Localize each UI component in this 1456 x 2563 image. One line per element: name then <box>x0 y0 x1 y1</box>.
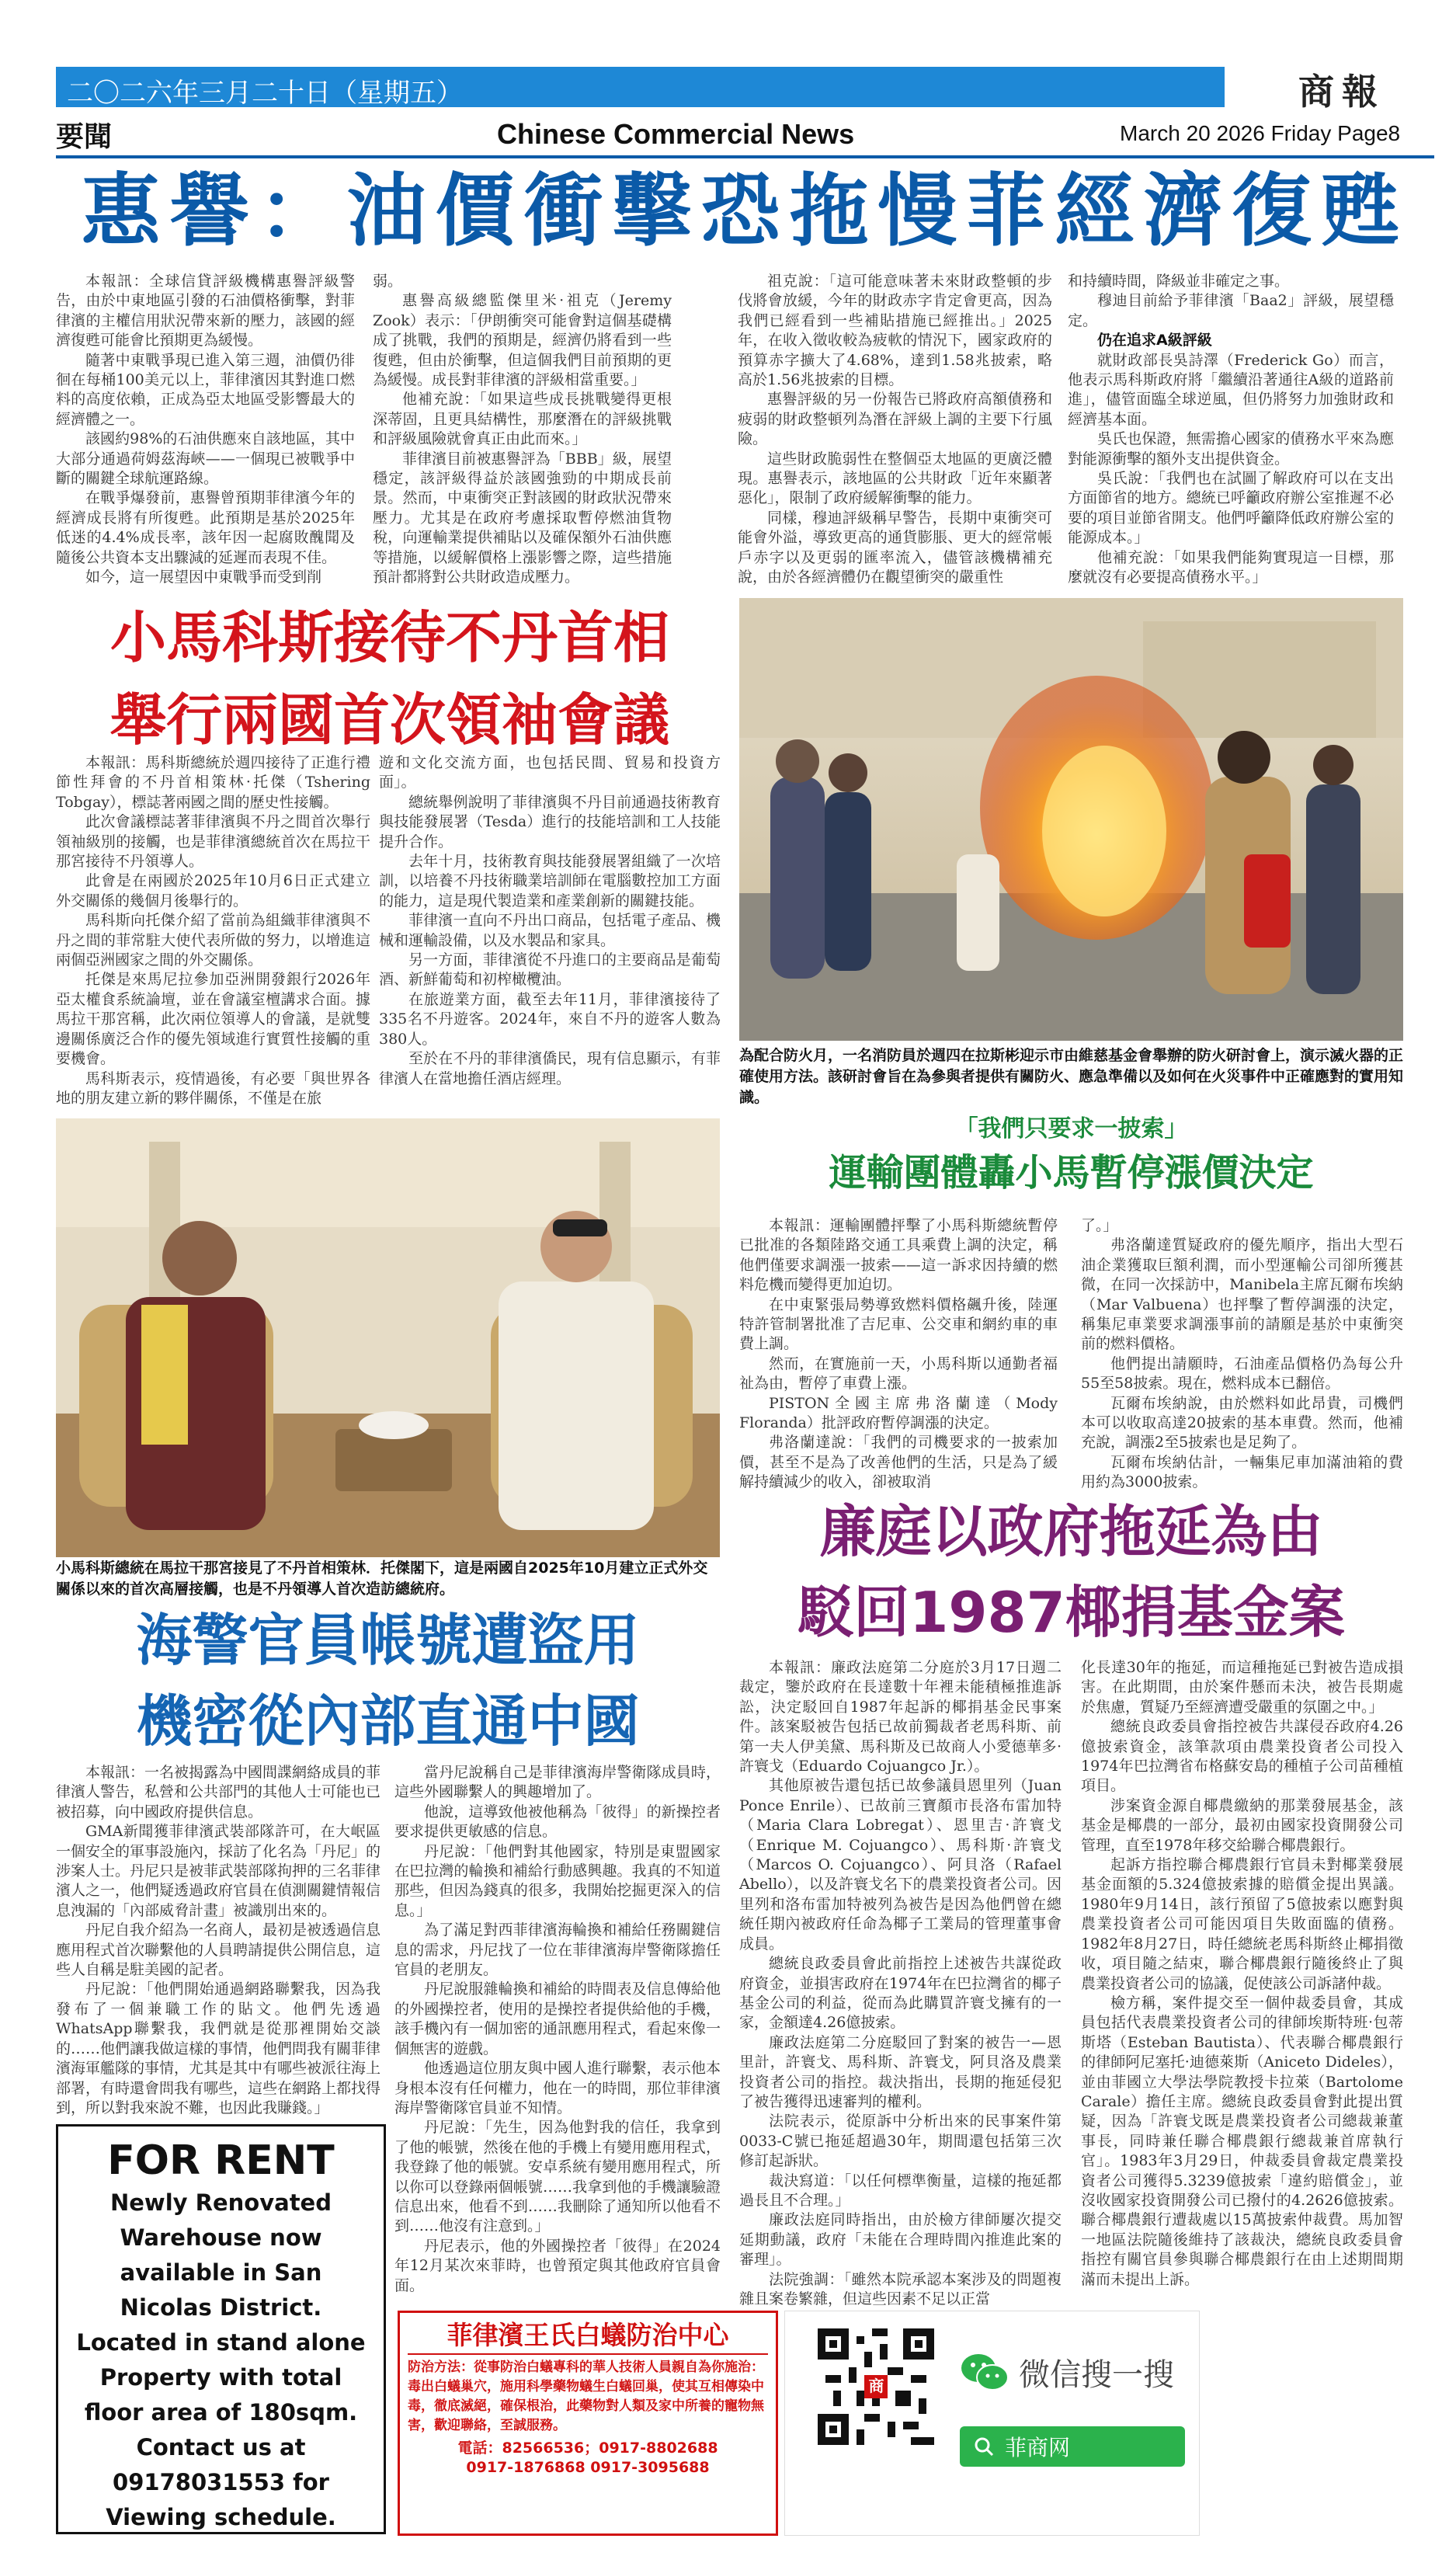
for-rent-title: FOR RENT <box>107 2137 335 2184</box>
story5-headline: 廉庭以政府拖延為由 駁回1987椰捐基金案 <box>797 1499 1345 1645</box>
masthead-logo: 商報 <box>1298 71 1385 113</box>
story1-col4: 和持續時間，降級並非確定之事。 穆迪目前給予菲律濱「Baa2」評級，展望穩定。 仍在追求A級評級 就財政部長吳詩澤（Frederick Go）而言，他表示馬科斯政府將「繼續沿著通往A級的道路前進」，儘管面臨全球逆風，但仍將努力加強財政和經濟基本面。 吳氏也保證，無需擔心國家的債務水平來為應對能源衝擊的額外支出提供資金。 吳氏說：「我們也在試圖了解政府可以在支出方面節省的地方。總統已呼籲政府辦公室推遲不必要的項目並節省開支。他們呼籲降低政府辦公室的能源成本。」 他補充說：「如果我們能夠實現這一目標，那麼就沒有必要提高債務水平。」 <box>1068 273 1394 586</box>
story4-col1: 本報訊：一名被揭露為中國間諜網絡成員的菲律濱人警告，私營和公共部門的其他人士可能也已被招募，向中國政府提供信息。 GMA新聞獲菲律濱武裝部隊許可，在大岷區一個安全的軍事設施內，採訪了化名為「丹尼」的涉案人士。丹尼只是被菲武裝部隊拘押的三名菲律濱人之一，他們疑透過政府官員在偵測關鍵情報信息洩漏的「內部威脅計畫」被識別出來的。 丹尼自我介紹為一名商人，最初是被透過信息應用程式首次聯繫他的人員聘請提供公開信息，這些人自稱是駐美國的記者。 丹尼說：「他們開始通過網路聯繫我，因為我發布了一個兼職工作的貼文。他們先透過WhatsApp聯繫我，我們就是從那裡開始交談的……他們讓我做這樣的事情，他們問我有關菲律濱海軍艦隊的事情，尤其是其中有哪些被派往海上部署，有時還會問我有哪些，這些在網路上都找得到，所以對我來說不難，也因此我賺錢。」 <box>56 1764 381 2116</box>
fire-drill-caption: 為配合防火月，一名消防員於週四在拉斯彬迎示市由維慈基金會舉辦的防火研討會上，演示滅火器的正確使用方法。該研討會旨在為參與者提供有關防火、應急準備以及如何在火災事件中正確應對的實用知識。 <box>739 1047 1404 1106</box>
qr-logo-label: 商 <box>868 2377 884 2395</box>
story1-col3: 祖克說：「這可能意味著未來財政整頓的步伐將會放緩，今年的財政赤字肯定會更高，因為我們已經看到一些補貼措施已經推出。」2025年，在收入徵收較為疲軟的情況下，國家政府的預算赤字擴大了4.68%，達到1.58兆披索，略高於1.56兆披索的目標。 惠譽評級的另一份報告已將政府高額債務和疲弱的財政整頓列為潛在評級上調的主要下行風險。 這些財政脆弱性在整個亞太地區的更廣泛體現。惠譽表示，該地區的公共財政「近年來顯著惡化」，限制了政府緩解衝擊的能力。 同樣，穆迪評級稱早警告，長期中東衝突可能會外溢，導致更高的通貨膨脹、更大的經常帳戶赤字以及更弱的匯率流入，儘管該機構補充說，由於各經濟體仍在觀望衝突的嚴重性 <box>738 273 1052 586</box>
header-rule <box>56 155 1434 158</box>
qr-code[interactable] <box>818 2328 934 2445</box>
story5-col2: 化長達30年的拖延，而這種拖延已對被告造成損害。在此期間，由於案件懸而未決，被告長期處於焦慮，質疑乃至經濟遭受嚴重的氛圍之中。」 總統良政委員會指控被告共謀侵吞政府4.26億披索資金，該筆款項由農業投資者公司投入1974年巴拉灣省布格蘇安島的種植子公司苗種植項目。 涉案資金源自椰農繳納的那業發展基金，該基金是椰農的一部分，最初由國家投資開發公司管理，直至1978年移交給聯合椰農銀行。 起訴方指控聯合椰農銀行官員未對椰業發展基金面額的5.324億披索據的賠償金提出異議。1980年9月14日，該行預留了5億披索以應對與農業投資者公司可能因項目失敗面臨的債務。1982年8月27日，時任總統老馬科斯終止椰捐徵收，項目隨之結束，聯合椰農銀行隨後終止了與農業投資者公司的協議，促使該公司訴諸仲裁。 檢方稱，案件提交至一個仲裁委員會，其成員包括代表農業投資者公司的律師埃斯特班·包蒂斯塔（Esteban Bautista）、代表聯合椰農銀行的律師阿尼塞托·迪德萊斯（Aniceto Dideles），並由菲國立大學法學院教授卡拉萊（Bartolome Carale）擔任主席。總統良政委員會對此提出質疑，因為「許寰戈既是農業投資者公司總裁兼董事長，同時兼任聯合椰農銀行總裁兼首席執行官」。1983年3月29日，仲裁委員會裁定農業投資者公司獲得5.3239億披索「違約賠償金」，並沒收國家投資開發公司已撥付的4.2626億披索。聯合椰農銀行遭裁處以15萬披索仲裁費。馬加智一地區法院隨後維持了該裁決，總統良政委員會指控有關官員參與聯合椰農銀行在由上述期間期滿而未提出上訴。 <box>1081 1659 1403 2288</box>
fire-drill-photo <box>739 598 1403 1041</box>
wechat-search-value: 菲商网 <box>1005 2435 1071 2460</box>
pest-ad-body: 防治方法：從事防治白蟻專科的華人技術人員親自為你施治：毒出白蟻巢穴，施用科學藥物蟻生白蟻回巢，使其互相傳染中毒，徹底滅絕，確保根治，此藥物對人類及家中所養的寵物無害，歡迎聯絡，至誠服務。 <box>408 2360 764 2433</box>
pest-ad-title: 菲律濱王氏白蟻防治中心 <box>408 2318 768 2355</box>
meeting-caption: 小馬科斯總統在馬拉干那宮接見了不丹首相策林．托傑閣下，這是兩國自2025年10月建立正式外交關係以來的首次高層接觸，也是不丹領導人首次造訪總統府。 <box>56 1560 708 1598</box>
fire-drill-image <box>739 598 1403 1041</box>
story1-headline: 惠譽：油價衝擊恐拖慢菲經濟復甦 <box>81 165 1409 258</box>
story2-col2: 遊和文化交流方面，也包括民間、貿易和投資方面」。 總統舉例說明了菲律濱與不丹目前通過技術教育與技能發展署（Tesda）進行的技能培訓和工人技能提升合作。 去年十月，技術教育與技能發展署組織了一次培訓，以培養不丹技術職業培訓師在電腦數控加工方面的能力，這是現代製造業和產業創新的關鍵技能。 菲律濱一直向不丹出口商品，包括電子產品、機械和運輸設備，以及水製品和家具。 另一方面，菲律濱從不丹進口的主要商品是葡萄酒、新鮮葡萄和初榨橄欖油。 在旅遊業方面，截至去年11月，菲律濱接待了335名不丹遊客。2024年，來自不丹的遊客人數為380人。 至於在不丹的菲律濱僑民，現有信息顯示，有菲律濱人在當地擔任酒店經理。 <box>379 754 721 1087</box>
search-icon <box>974 2436 994 2457</box>
pest-ad-phone-label: 電話： <box>457 2440 502 2457</box>
story2-col1: 本報訊：馬科斯總統於週四接待了正進行禮節性拜會的不丹首相策林·托傑（Tshering Tobgay），標誌著兩國之間的歷史性接觸。 此次會議標誌著菲律濱與不丹之間首次舉行領袖級別的接觸，也是菲律濱總統首次在馬拉干那宮接待不丹領導人。 此會是在兩國於2025年10月6日正式建立外交關係的幾個月後舉行的。 馬科斯向托傑介紹了當前為組織菲律濱與不丹之間的菲常駐大使代表所做的努力，以增進這兩個亞洲國家之間的外交關係。 托傑是來馬尼拉參加亞洲開發銀行2026年亞太權食系統論壇，並在會議室檀講求合面。據馬拉干那宮稱，此次兩位領導人的會議，是就雙邊關係廣泛合作的優先領域進行實質性接觸的重要機會。 馬科斯表示，疫情過後，有必要「與世界各地的朋友建立新的夥伴關係，不僅是在旅 <box>56 754 370 1107</box>
story4-col2: 當丹尼說稱自己是菲律濱海岸警衛隊成員時，這些外國聯繫人的興趣增加了。 他說，這導致他被他稱為「彼得」的新操控者要求提供更敏感的信息。 丹尼說：「他們對其他國家，特別是東盟國家在巴拉灣的輪換和補給行動感興趣。我真的不知道那些，但因為錢真的很多，我開始挖掘更深入的信息。」 為了滿足對西菲律濱海輪換和補給任務關鍵信息的需求，丹尼找了一位在菲律濱海岸警衛隊擔任官員的老朋友。 丹尼說服雜輪換和補給的時間表及信息傳給他的外國操控者，使用的是操控者提供給他的手機，該手機內有一個加密的通訊應用程式，看起來像一個無害的遊戲。 他透過這位朋友與中國人進行聯繫，表示他本身根本沒有任何權力，他在一的時間，那位菲律濱海岸警衛隊官員並不知情。 丹尼說：「先生，因為他對我的信任，我拿到了他的帳號，然後在他的手機上有變用應用程式，我登錄了他的帳號。安卓系統有變用應用程式，所以你可以登錄兩個帳號……我拿到他的手機讓驗證信息出來，他看不到……我刪除了通知所以他看不到……他沒有注意到。」 丹尼表示，他的外國操控者「彼得」在2024年12月某次來菲時，也曾預定與其他政府官員會面。 <box>394 1764 721 2294</box>
meeting-image <box>56 1118 720 1557</box>
story3-col2: 了。」 弗洛蘭達質疑政府的優先順序，指出大型石油企業獲取巨額利潤，而小型運輸公司卻所獲甚微，在同一次採訪中，Manibela主席瓦爾布埃納（Mar Valbuena）也抨擊了暫停調漲的決定，稱集尼車業要求調漲事前的請願是基於中東衝突前的燃料價格。 他們提出請願時，石油產品價格仍為每公升55至58披索。現在，燃料成本已翻倍。 瓦爾布埃納說，由於燃料如此昂貴，司機們本可以收取高達20披索的基本車費。然而，他補充說，調漲2至5披索也是足夠了。 瓦爾布埃納估計，一輛集尼車加滿油箱的費用約為3000披索。 <box>1081 1217 1403 1491</box>
header-date-en: March 20 2026 Friday Page8 <box>1120 121 1401 145</box>
for-rent-body: Newly Renovated Warehouse now available in San Nicolas District. Located in stand alone Property with total floor area of 180sqm. Contact us at 09178031553 for Viewing schedule. <box>76 2189 366 2530</box>
story1-col1: 本報訊：全球信貸評級機構惠譽評級警告，由於中東地區引發的石油價格衝擊，對菲律濱的主權信用狀況帶來新的壓力，該國的經濟復甦可能會比預期更為緩慢。 隨著中東戰爭現已進入第三週，油價仍徘徊在每桶100美元以上，菲律濱因其對進口燃料的高度依賴，正成為亞太地區受影響最大的經濟體之一。 該國約98%的石油供應來自該地區，其中大部分通過荷姆茲海峽——一個現已被戰爭中斷的關鍵全球航運路線。 在戰爭爆發前，惠譽曾預期菲律濱今年的經濟成長將有所復甦。此預期是基於2025年低迷的4.4%成長率，該年因一起腐敗醜聞及隨後公共資本支出驟減的延遲而表現不佳。 如今，這一展望因中東戰爭而受到削 <box>56 273 355 586</box>
story3-headline: 運輸團體轟小馬暫停漲價決定 <box>829 1151 1314 1195</box>
wechat-search-text: 微信搜一搜 <box>1019 2357 1174 2393</box>
date-bar <box>56 67 1225 107</box>
pest-ad-phone-2: 0917-1876868 0917-3095688 <box>466 2459 710 2476</box>
story3-kicker: 「我們只要求一披索」 <box>954 1115 1188 1142</box>
story2-headline: 小馬科斯接待不丹首相 舉行兩國首次領袖會議 <box>109 605 669 753</box>
story4-headline: 海警官員帳號遭盜用 機密從內部直通中國 <box>136 1608 640 1754</box>
story5-col1: 本報訊：廉政法庭第二分庭於3月17日週二裁定，鑒於政府在長達數十年裡未能積極推進訴訟，決定駁回自1987年起訴的椰捐基金民事案件。該案駁被告包括已故前獨裁者老馬科斯、前第一夫人伊美黛、馬科斯及已故商人小愛德華多·許寰戈（Eduardo Cojuangco Jr.）。 其他原被告還包括已故參議員恩里列（Juan Ponce Enrile）、已故前三寶顏市長洛布雷加特（Maria Clara Lobregat）、恩里吉·許寰戈（Enrique M. Cojuangco）、馬科斯·許寰戈（Marcos O. Cojuangco）、阿貝洛（Rafael Abello），以及許寰戈名下的農業投資者公司。因里列和洛布雷加特被列為被告是因為他們曾在總統任期內被政府任命為椰子工業局的管理董事會成員。 總統良政委員會此前指控上述被告共謀從政府資金，並損害政府在1974年在巴拉灣省的椰子基金公司的利益，從而為此購買許寰戈擁有的一家，金額達4.26億披索。 廉政法庭第二分庭駁回了對案的被告一—恩里計，許寰戈、馬科斯、許寰戈，阿貝洛及農業投資者公司的指控。裁決指出，長期的拖延侵犯了被告獲得迅速審判的權利。 法院表示，從原訴中分析出來的民事案件第0033-C號已拖延超過30年，期間還包括第三次修訂起訴狀。 裁決寫道：「以任何標準衡量，這樣的拖延都過長且不合理。」 廉政法庭同時指出，由於檢方律師屢次提交延期動議，政府「未能在合理時間內推進此案的審理」。 法院強調：「雖然本院承認本案涉及的問題複雜且案卷繁雜，但這些因素不足以正當 <box>739 1659 1062 2307</box>
wechat-search-box[interactable] <box>960 2426 1185 2467</box>
story3-col1: 本報訊：運輸團體抨擊了小馬科斯總統暫停已批准的各類陸路交通工具乘費上調的決定，稱他們僅要求調漲一披索——這一訴求因持續的燃料危機而變得更加迫切。 在中東緊張局勢導致燃料價格飆升後，陸運特許管制署批准了吉尼車、公交車和網約車的車費上調。 然而，在實施前一天，小馬科斯以通勤者福祉為由，暫停了車費上漲。 PISTON全國主席弗洛蘭達（Mody Floranda）批評政府暫停調漲的決定。 弗洛蘭達說：「我們的司機要求的一披索加價，甚至不是為了改善他們的生活，只是為了緩解持續減少的收入，卻被取消 <box>739 1217 1058 1491</box>
wechat-search-row <box>960 2350 1174 2394</box>
story1-col2: 弱。 惠譽高級總監傑里米·祖克（Jeremy Zook）表示：「伊朗衝突可能會對這個基礎構成了挑戰，我們的預期是，經濟仍將看到一些復甦，但由於衝擊，但這個我們目前預期的更為緩慢。成長對菲律濱的評級相當重要。」 他補充說：「如果這些成長挑戰變得更根深蒂固，且更具結構性，那麼潛在的評級挑戰和評級風險就會真正由此而來。」 菲律濱目前被惠譽評為「BBB」級，展望穩定，該評級得益於該國強勁的中期成長前景。然而，中東衝突正對該國的財政狀況帶來壓力。尤其是在政府考慮採取暫停燃油貨物稅，向運輸業提供補貼以及確保額外石油供應等措施，以緩解價格上漲影響之際，這些措施預計都將對公共財政造成壓力。 <box>373 273 672 586</box>
for-rent-ad <box>56 2124 386 2534</box>
wechat-ad <box>784 2311 1200 2536</box>
pest-control-ad <box>398 2311 778 2536</box>
meeting-photo <box>56 1118 720 1557</box>
paper-name: Chinese Commercial News <box>497 118 855 150</box>
story1-subhead: 仍在追求A級評級 <box>1097 332 1212 350</box>
pest-ad-phone-1: 82566536；0917-8802688 <box>502 2440 718 2457</box>
pest-ad-phones <box>408 2439 768 2478</box>
header-date: 二〇二六年三月二十日（星期五） <box>67 78 463 109</box>
section-label: 要聞 <box>56 121 113 153</box>
wechat-icon <box>960 2351 1009 2394</box>
